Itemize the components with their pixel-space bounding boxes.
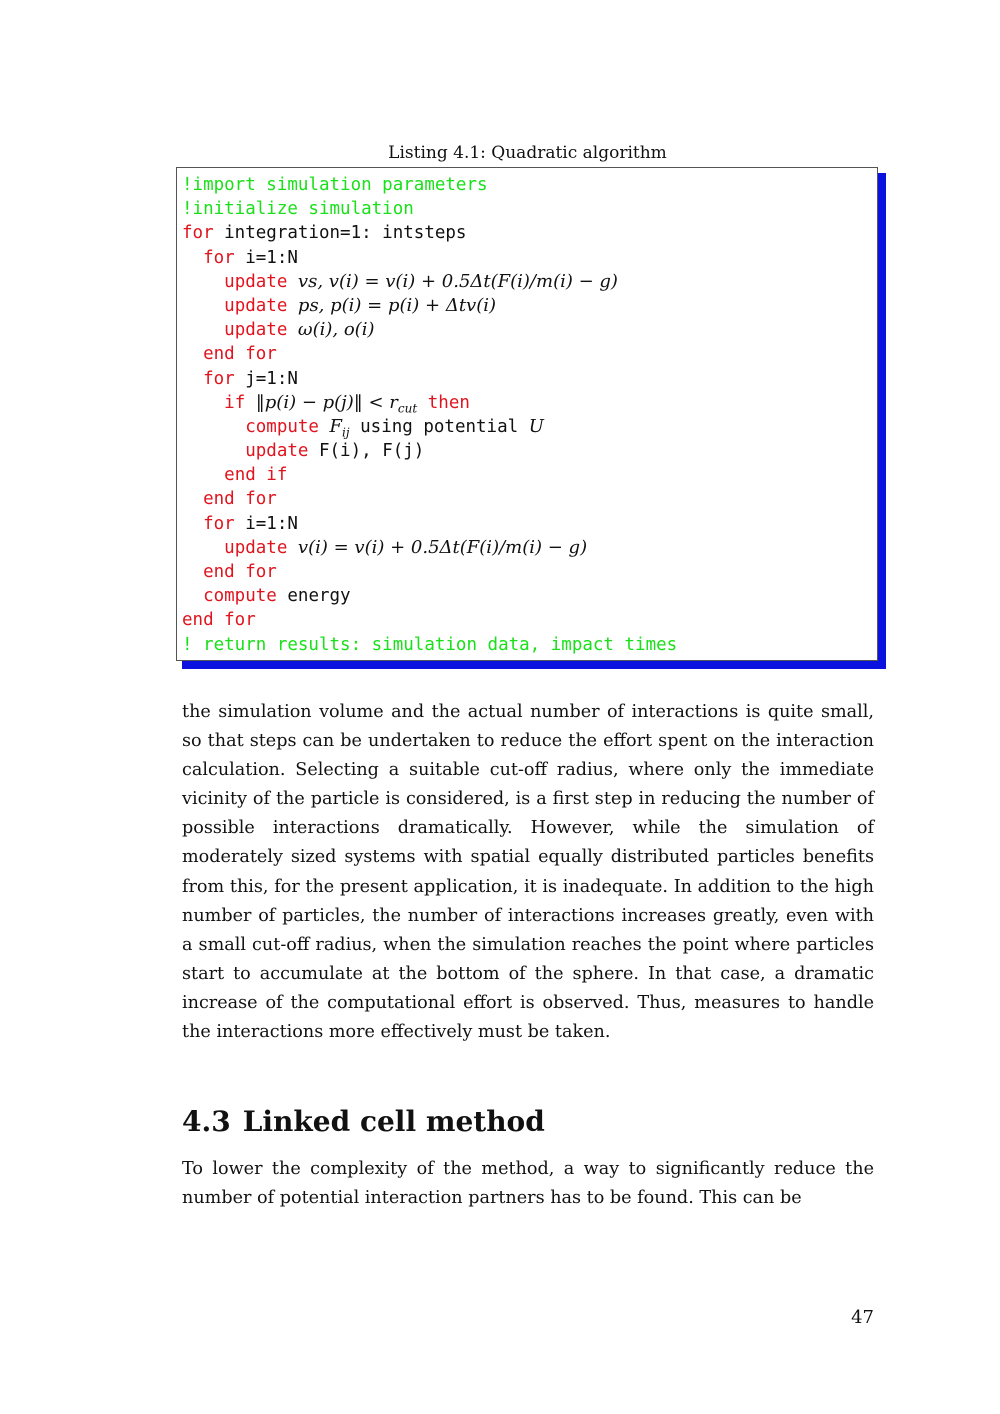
code-math: ps, p(i) = p(i) + Δtv(i) [297, 294, 497, 316]
code-line [182, 487, 877, 511]
code-keyword: for [203, 513, 235, 534]
section-number: 4.3 [182, 1105, 231, 1138]
listing-caption: Listing 4.1: Quadratic algorithm [388, 143, 667, 163]
code-math: v(i) = v(i) + 0.5Δt(F(i)/m(i) − g) [297, 536, 588, 558]
code-line [182, 560, 877, 584]
section-title: Linked cell method [242, 1105, 545, 1138]
code-line [182, 367, 877, 391]
code-line [182, 294, 877, 318]
code-text: i=1:N [234, 513, 298, 534]
code-keyword: end for [182, 610, 256, 631]
code-keyword: update [224, 320, 288, 341]
code-keyword: for [203, 247, 235, 268]
code-keyword: for [203, 368, 235, 389]
code-math-main: F [329, 415, 343, 437]
code-text: integration=1: intsteps [213, 223, 467, 244]
code-comment: !import simulation parameters [182, 175, 488, 195]
code-keyword: end for [203, 562, 277, 582]
code-line [182, 512, 877, 536]
code-keyword: end if [224, 465, 288, 486]
code-text: energy [276, 586, 351, 607]
code-line [182, 608, 877, 632]
code-math [255, 391, 418, 416]
code-text: j=1:N [234, 368, 298, 389]
code-comment: !initialize simulation [182, 199, 414, 220]
code-line [182, 584, 877, 608]
code-line [182, 391, 877, 415]
code-keyword: update [224, 295, 288, 316]
code-keyword: then [427, 392, 470, 413]
code-line [182, 221, 877, 245]
code-keyword: update [224, 537, 288, 558]
code-keyword: end for [203, 489, 277, 510]
code-text: i=1:N [234, 247, 298, 268]
code-line [182, 342, 877, 366]
code-keyword: if [224, 392, 246, 413]
code-line [182, 173, 877, 197]
code-listing [176, 167, 878, 661]
code-text: using potential [349, 416, 529, 437]
code-keyword: update [245, 441, 309, 462]
code-math [329, 415, 350, 440]
code-line [182, 246, 877, 270]
code-math-subscript: cut [397, 401, 418, 416]
code-line [182, 270, 877, 294]
code-line [182, 633, 877, 657]
code-line [182, 415, 877, 439]
code-line [182, 439, 877, 463]
code-math-subscript: ij [342, 425, 350, 440]
code-line [182, 318, 877, 342]
code-math-main: ‖p(i) − p(j)‖ < r [255, 391, 398, 413]
code-keyword: update [224, 271, 288, 292]
code-comment: ! return results: simulation data, impact times [182, 634, 678, 655]
code-keyword: for [182, 223, 214, 244]
body-paragraph: the simulation volume and the actual number of interactions is quite small, so that steps can be undertaken to reduce the effort spent on the interaction calculation. Selecting a suitable cut-off radius, where only the immediate vicinity of the particle is considered, is a first step in reducing the number of possible interactions dramatically. However, while the simulation of moderately sized systems with spatial equally distributed particles benefits from this, for the present application, it is inadequate. In addition to the high number of particles, the number of interactions increases greatly, even with a small cut-off radius, when the simulation reaches the point where particles start to accumulate at the bottom of the sphere. In that case, a dramatic increase of the computational effort is observed. Thus, measures to handle the interactions more effectively must be taken. [182, 702, 874, 1043]
code-line [182, 197, 877, 221]
code-line [182, 536, 877, 560]
code-line [182, 463, 877, 487]
code-keyword: compute [203, 586, 277, 607]
code-keyword: compute [245, 416, 319, 437]
code-text: F(i), F(j) [308, 441, 425, 462]
code-math: ω(i), o(i) [297, 319, 375, 341]
page-number: 47 [851, 1307, 874, 1328]
body-paragraph: To lower the complexity of the method, a way to significantly reduce the number of potential interaction partners has to be found. This can be [182, 1159, 874, 1209]
code-keyword: end for [203, 344, 277, 365]
code-math: U [528, 415, 544, 437]
section-heading [182, 1105, 545, 1138]
code-math: vs, v(i) = v(i) + 0.5Δt(F(i)/m(i) − g) [297, 270, 618, 292]
